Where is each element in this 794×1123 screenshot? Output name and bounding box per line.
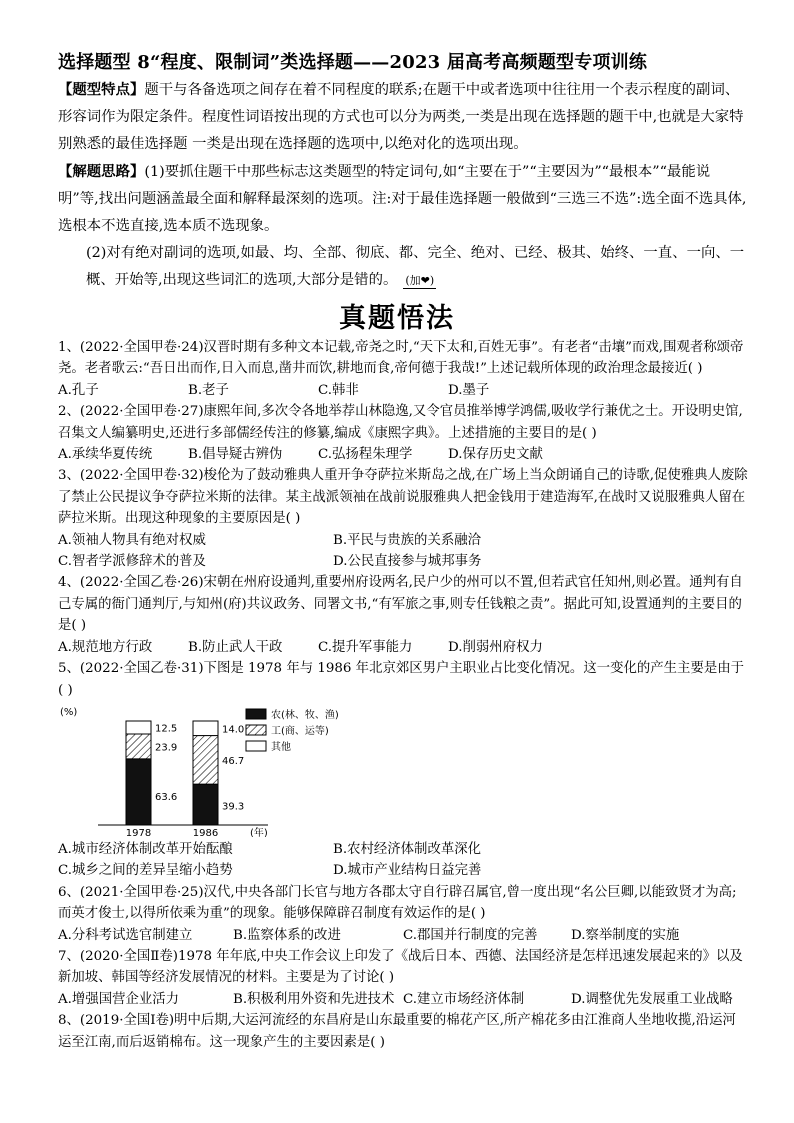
option-grid — [58, 530, 748, 573]
question-stem: 8、(2019·全国Ⅰ卷)明中后期,大运河流经的东昌府是山东最重要的棉花产区,所产棉花多由江淮商人坐地收揽,沿运河运至江南,而后返销棉布。这一现象产生的主要因素是( ) — [58, 1013, 736, 1050]
legend-swatch — [246, 741, 266, 751]
legend-swatch — [246, 725, 266, 735]
option-a[interactable]: A.分科考试选官制建立 — [58, 927, 193, 943]
option-c[interactable]: C.韩非 — [318, 382, 359, 398]
legend-swatch — [246, 709, 266, 719]
bar-1978-series-2 — [126, 721, 151, 734]
data-label: 39.3 — [222, 801, 245, 813]
bar-1986-series-0 — [193, 784, 218, 825]
option-a[interactable]: A.城市经济体制改革开始酝酿 — [58, 841, 233, 857]
question-stem: 3、(2022·全国甲卷·32)梭伦为了鼓动雅典人重开争夺萨拉米斯岛之战,在广场上当众朗诵自己的诗歌,促使雅典人废除了禁止公民提议争夺萨拉米斯的法律。某主战派领袖在战前说服雅典人把金钱用于建造海军,在战时又说服雅典人留在萨拉米斯。出现这种现象的主要原因是( ) — [58, 468, 748, 527]
option-c[interactable]: C.弘扬程朱理学 — [318, 447, 413, 463]
option-d[interactable]: D.保存历史文献 — [448, 447, 543, 463]
question-stem: 1、(2022·全国甲卷·24)汉晋时期有多种文本记载,帝尧之时,“天下太和,百姓无事”。有老者“击壤”而戏,围观者称颂帝尧。老者歌云:“吾日出而作,日入而息,凿井而饮,耕地而食,帝何德于我哉!”上述记载所体现的政治理念最接近( ) — [58, 340, 744, 377]
bar-1986-series-1 — [193, 735, 218, 784]
option-d[interactable]: D.城市产业结构日益完善 — [333, 863, 482, 879]
method-paragraph — [58, 158, 748, 240]
question-stem: 7、(2020·全国Ⅱ卷)1978 年年底,中央工作会议上印发了《战后日本、西德、法国经济是怎样迅速发展起来的》以及新加坡、韩国等经济发展情况的材料。主要是为了讨论( ) — [58, 948, 743, 986]
question-stem: 5、(2022·全国乙卷·31)下图是 1978 年与 1986 年北京郊区男户主职业占比变化情况。这一变化的产生主要是由于( ) — [58, 661, 745, 698]
option-c[interactable]: C.建立市场经济体制 — [403, 991, 525, 1007]
y-unit-label: (%) — [60, 706, 78, 718]
option-d[interactable]: D.削弱州府权力 — [448, 639, 543, 655]
option-b[interactable]: B.平民与贵族的关系融洽 — [333, 532, 482, 548]
chart-svg — [58, 705, 358, 837]
point2-paragraph — [58, 240, 748, 294]
method-text: (1)要抓住题干中那些标志这类题型的特定词句,如“主要在于”“主要因为”“最根本”“最能说明”等,找出问题涵盖最全面和解释最深刻的选项。注:对于最佳选择题一般做到“三选三不选”:选全面不选具体,选根本不选直接,选本质不选现象。 — [58, 164, 747, 234]
option-c[interactable]: C.郡国并行制度的完善 — [403, 927, 538, 943]
option-row — [58, 989, 748, 1010]
legend-label: 农(林、牧、渔) — [271, 709, 339, 721]
data-label: 23.9 — [155, 742, 178, 754]
chart-legend — [246, 708, 339, 753]
intro-section — [58, 76, 748, 294]
bar-group — [126, 721, 244, 837]
legend-label: 其他 — [271, 741, 291, 753]
option-c[interactable]: C.智者学派修辞术的普及 — [58, 554, 206, 570]
question-2 — [58, 401, 748, 465]
option-row — [58, 380, 748, 401]
option-grid — [58, 839, 748, 882]
option-d[interactable]: D.察举制度的实施 — [571, 927, 680, 943]
feature-paragraph — [58, 76, 748, 158]
option-b[interactable]: B.积极利用外资和先进技术 — [233, 991, 395, 1007]
point2-text: (2)对有绝对副词的选项,如最、均、全部、彻底、都、完全、绝对、已经、极其、始终、一直、一向、一概、开始等,出现这些词汇的选项,大部分是错的。 — [86, 245, 745, 288]
x-tick-label: 1986 — [192, 827, 219, 837]
option-b[interactable]: B.监察体系的改进 — [233, 927, 341, 943]
method-tag: 【解题思路】 — [58, 163, 145, 180]
question-4 — [58, 572, 748, 658]
bar-1986-series-2 — [193, 721, 218, 736]
question-8 — [58, 1010, 748, 1053]
option-a[interactable]: A.孔子 — [58, 382, 99, 398]
question-7 — [58, 946, 748, 1010]
question-list — [58, 337, 748, 1053]
question-stem: 4、(2022·全国乙卷·26)宋朝在州府设通判,重要州府设两名,民户少的州可以不置,但若武官任知州,则必置。通判有自己专属的衙门通判厅,与知州(府)共议政务、同署文书,“有军旅之事,则专任钱粮之责”。据此可知,设置通判的主要目的是( ) — [58, 575, 743, 634]
feature-text: 题干与各备选项之间存在着不同程度的联系;在题干中或者选项中往往用一个表示程度的副词、形容词作为限定条件。程度性词语按出现的方式也可以分为两类,一类是出现在选择题的题干中,也就是大家特别熟悉的最佳选择题 一类是出现在选择题的选项中,以绝对化的选项出现。 — [58, 82, 744, 152]
option-c[interactable]: C.城乡之间的差异呈缩小趋势 — [58, 863, 233, 879]
page-title: 选择题型 8“程度、限制词”类选择题——2023 届高考高频题型专项训练 — [58, 52, 648, 73]
x-tick-label: 1978 — [125, 827, 152, 837]
option-a[interactable]: A.增强国营企业活力 — [58, 991, 180, 1007]
option-b[interactable]: B.倡导疑古辨伪 — [188, 447, 283, 463]
section-heading: 真题悟法 — [339, 303, 455, 334]
stacked-bar-chart — [58, 705, 358, 837]
x-unit-label: (年) — [250, 827, 268, 837]
data-label: 63.6 — [155, 791, 178, 803]
option-b[interactable]: B.防止武人干政 — [188, 639, 283, 655]
option-row — [58, 637, 748, 658]
question-stem: 6、(2021·全国甲卷·25)汉代,中央各部门长官与地方各郡太守自行辟召属官,曾一度出现“名公巨卿,以能致贤才为高;而英才俊士,以得所依乘为重”的现象。能够保障辟召制度有效运作的是( ) — [58, 884, 737, 922]
question-3 — [58, 465, 748, 572]
question-6 — [58, 882, 748, 946]
option-row — [58, 444, 748, 465]
option-a[interactable]: A.领袖人物具有绝对权威 — [58, 532, 206, 548]
option-a[interactable]: A.规范地方行政 — [58, 639, 153, 655]
bar-1978-series-1 — [126, 734, 151, 759]
data-label: 46.7 — [222, 755, 245, 767]
question-1 — [58, 337, 748, 401]
feature-tag: 【题型特点】 — [58, 81, 145, 98]
option-d[interactable]: D.公民直接参与城邦事务 — [333, 554, 482, 570]
option-b[interactable]: B.老子 — [188, 382, 229, 398]
option-d[interactable]: D.墨子 — [448, 382, 490, 398]
option-d[interactable]: D.调整优先发展重工业战略 — [571, 991, 733, 1007]
option-a[interactable]: A.承续华夏传统 — [58, 447, 153, 463]
legend-label: 工(商、运等) — [271, 725, 329, 737]
question-stem: 2、(2022·全国甲卷·27)康熙年间,多次令各地举荐山林隐逸,又令官员推举博学鸿儒,吸收学行兼优之士。开设明史馆,召集文人编纂明史,还进行多部儒经传注的修纂,编成《康熙字典》。上述措施的主要目的是( ) — [58, 404, 743, 441]
bar-1978-series-0 — [126, 759, 151, 825]
data-label: 14.0 — [222, 724, 245, 736]
option-row — [58, 925, 748, 946]
data-label: 12.5 — [155, 723, 178, 735]
favorite-button[interactable]: (加❤) — [405, 274, 435, 287]
option-c[interactable]: C.提升军事能力 — [318, 639, 413, 655]
option-b[interactable]: B.农村经济体制改革深化 — [333, 841, 482, 857]
question-5 — [58, 658, 748, 882]
